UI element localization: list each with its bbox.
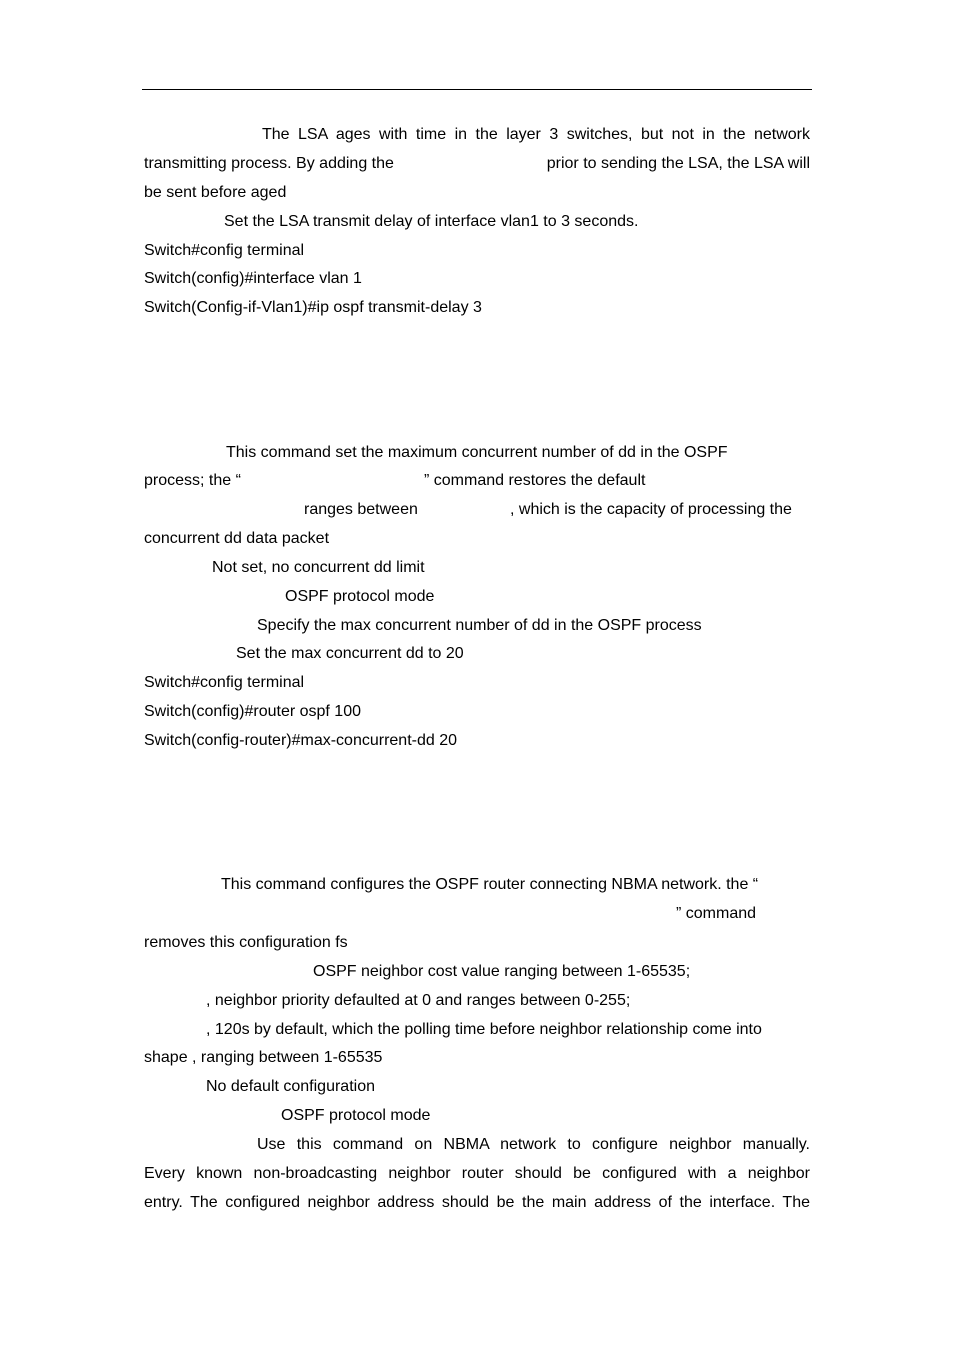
usage-text-line: transmitting process. By adding the [144, 155, 394, 172]
function-text-line: removes this configuration fs [144, 934, 348, 951]
parameter-priority: , neighbor priority defaulted at 0 and ranges between 0-255; [206, 992, 631, 1009]
usage-text-line: entry. The configured neighbor address should be the main address of the interface. The [144, 1194, 810, 1211]
command-line: Switch(config-router)#max-concurrent-dd 20 [144, 732, 458, 749]
command-line: Switch(config)#interface vlan 1 [144, 270, 362, 287]
mode-text: OSPF protocol mode [285, 588, 435, 605]
usage-text-line: The LSA ages with time in the layer 3 switches, but not in the network [262, 126, 810, 143]
function-text-line: This command configures the OSPF router connecting NBMA network. the “ [221, 876, 759, 893]
usage-text-line: Every known non-broadcasting neighbor router should be configured with a neighbor [144, 1165, 810, 1182]
header-rule [142, 89, 812, 90]
command-line: Switch(Config-if-Vlan1)#ip ospf transmit-delay 3 [144, 299, 482, 316]
usage-text: Specify the max concurrent number of dd in the OSPF process [257, 617, 702, 634]
function-text-line: This command set the maximum concurrent number of dd in the OSPF [226, 444, 728, 461]
example-description: Set the max concurrent dd to 20 [236, 645, 464, 662]
usage-text-line: Use this command on NBMA network to configure neighbor manually. [257, 1136, 810, 1153]
mode-text: OSPF protocol mode [281, 1107, 431, 1124]
parameter-poll-interval: , 120s by default, which the polling time before neighbor relationship come into [206, 1021, 762, 1038]
function-text-line: ” command [676, 905, 757, 922]
example-description: Set the LSA transmit delay of interface vlan1 to 3 seconds. [224, 213, 639, 230]
parameter-poll-interval: shape , ranging between 1-65535 [144, 1049, 383, 1066]
command-line: Switch(config)#router ospf 100 [144, 703, 361, 720]
command-line: Switch#config terminal [144, 242, 305, 259]
usage-text-line: prior to sending the LSA, the LSA will [546, 155, 810, 172]
usage-text-line: be sent before aged [144, 184, 287, 201]
function-text-line: process; the “ [144, 472, 241, 489]
default-text: Not set, no concurrent dd limit [212, 559, 425, 576]
default-text: No default configuration [206, 1078, 375, 1095]
parameter-text: concurrent dd data packet [144, 530, 330, 547]
parameter-text: ranges between [304, 501, 418, 518]
parameter-text: , which is the capacity of processing the [510, 501, 792, 518]
function-text-line: ” command restores the default [424, 472, 646, 489]
command-line: Switch#config terminal [144, 674, 305, 691]
parameter-cost: OSPF neighbor cost value ranging between 1-65535; [313, 963, 691, 980]
